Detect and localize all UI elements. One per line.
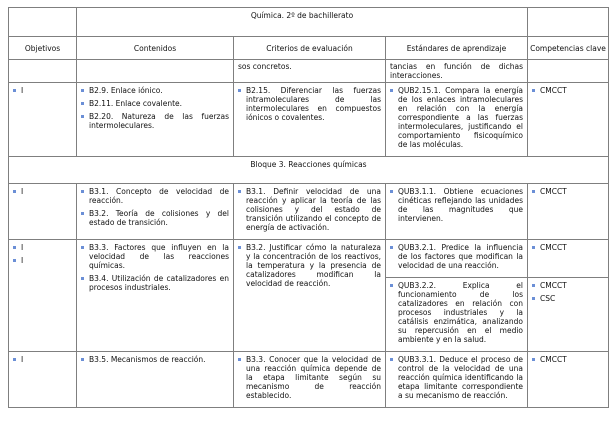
contenido-item: B2.11. Enlace covalente. [81, 99, 229, 108]
contenido-item: B3.3. Factores que influyen en la velocidad de las reacciones químicas. [81, 243, 229, 270]
criterio-continuation: sos concretos. [234, 60, 386, 83]
header-competencias: Competencias clave [528, 37, 609, 60]
competencia-item: CSC [532, 294, 604, 303]
objetivo-item: I [13, 86, 72, 95]
header-objetivos: Objetivos [9, 37, 77, 60]
table-row [9, 184, 609, 240]
estandar-item: QUB3.1.1. Obtiene ecuaciones cinéticas reflejando las unidades de las magnitudes que intervienen. [390, 187, 523, 223]
criterio-item: B3.1. Definir velocidad de una reacción y aplicar la teoría de las colisiones y del estado de transición utilizando el concepto de energía de activación. [238, 187, 381, 232]
criterio-item: B3.2. Justificar cómo la naturaleza y la concentración de los reactivos, la temperatura y la presencia de catalizadores modifican la velocidad de reacción. [238, 243, 381, 288]
estandar-item: QUB3.2.2. Explica el funcionamiento de los catalizadores en relación con procesos industriales y la catálisis enzimática, analizando su repercusión en el medio ambiente y en la salud. [390, 281, 523, 344]
competencia-item: CMCCT [532, 355, 604, 364]
competencia-item: CMCCT [532, 86, 604, 95]
table-row [9, 240, 609, 278]
table-title-spacer [528, 8, 609, 37]
objetivo-item: I [13, 243, 72, 252]
objetivo-item: I [13, 355, 72, 364]
bloque-heading: Bloque 3. Reacciones químicas [9, 157, 609, 184]
criterio-item: B3.3. Conocer que la velocidad de una reacción química depende de la etapa limitante según su mecanismo de reacción establecido. [238, 355, 381, 400]
estandar-item: QUB3.2.1. Predice la influencia de los factores que modifican la velocidad de una reacción. [390, 243, 523, 270]
header-criterios: Criterios de evaluación [234, 37, 386, 60]
contenido-item: B2.9. Enlace iónico. [81, 86, 229, 95]
competencia-item: CMCCT [532, 281, 604, 290]
header-estandares: Estándares de aprendizaje [386, 37, 528, 60]
contenido-item: B3.4. Utilización de catalizadores en procesos industriales. [81, 274, 229, 292]
table-row [9, 60, 609, 83]
table-title: Química. 2º de bachillerato [77, 8, 528, 37]
table-title-spacer [9, 8, 77, 37]
estandar-continuation: tancias en función de dichas interacciones. [386, 60, 528, 83]
estandar-item: QUB3.3.1. Deduce el proceso de control de la velocidad de una reacción química identificando la etapa limitante correspondiente a su mecanismo de reacción. [390, 355, 523, 400]
table-row [9, 83, 609, 157]
header-contenidos: Contenidos [77, 37, 234, 60]
contenido-item: B3.5. Mecanismos de reacción. [81, 355, 229, 364]
competencia-item: CMCCT [532, 187, 604, 196]
contenido-item: B2.20. Natureza de las fuerzas intermoleculares. [81, 112, 229, 130]
contenido-item: B3.2. Teoría de colisiones y del estado de transición. [81, 209, 229, 227]
criterio-item: B2.15. Diferenciar las fuerzas intramoleculares de las intermoleculares en compuestos iónicos o covalentes. [238, 86, 381, 122]
contenido-item: B3.1. Concepto de velocidad de reacción. [81, 187, 229, 205]
curriculum-table [8, 7, 609, 408]
table-row [9, 352, 609, 408]
competencia-item: CMCCT [532, 243, 604, 252]
objetivo-item: I [13, 187, 72, 196]
objetivo-item: I [13, 256, 72, 265]
estandar-item: QUB2.15.1. Compara la energía de los enlaces intramoleculares en relación con la energía correspondiente a las fuerzas intermoleculares, justificando el comportamiento fisicoquímico de las moléculas. [390, 86, 523, 149]
